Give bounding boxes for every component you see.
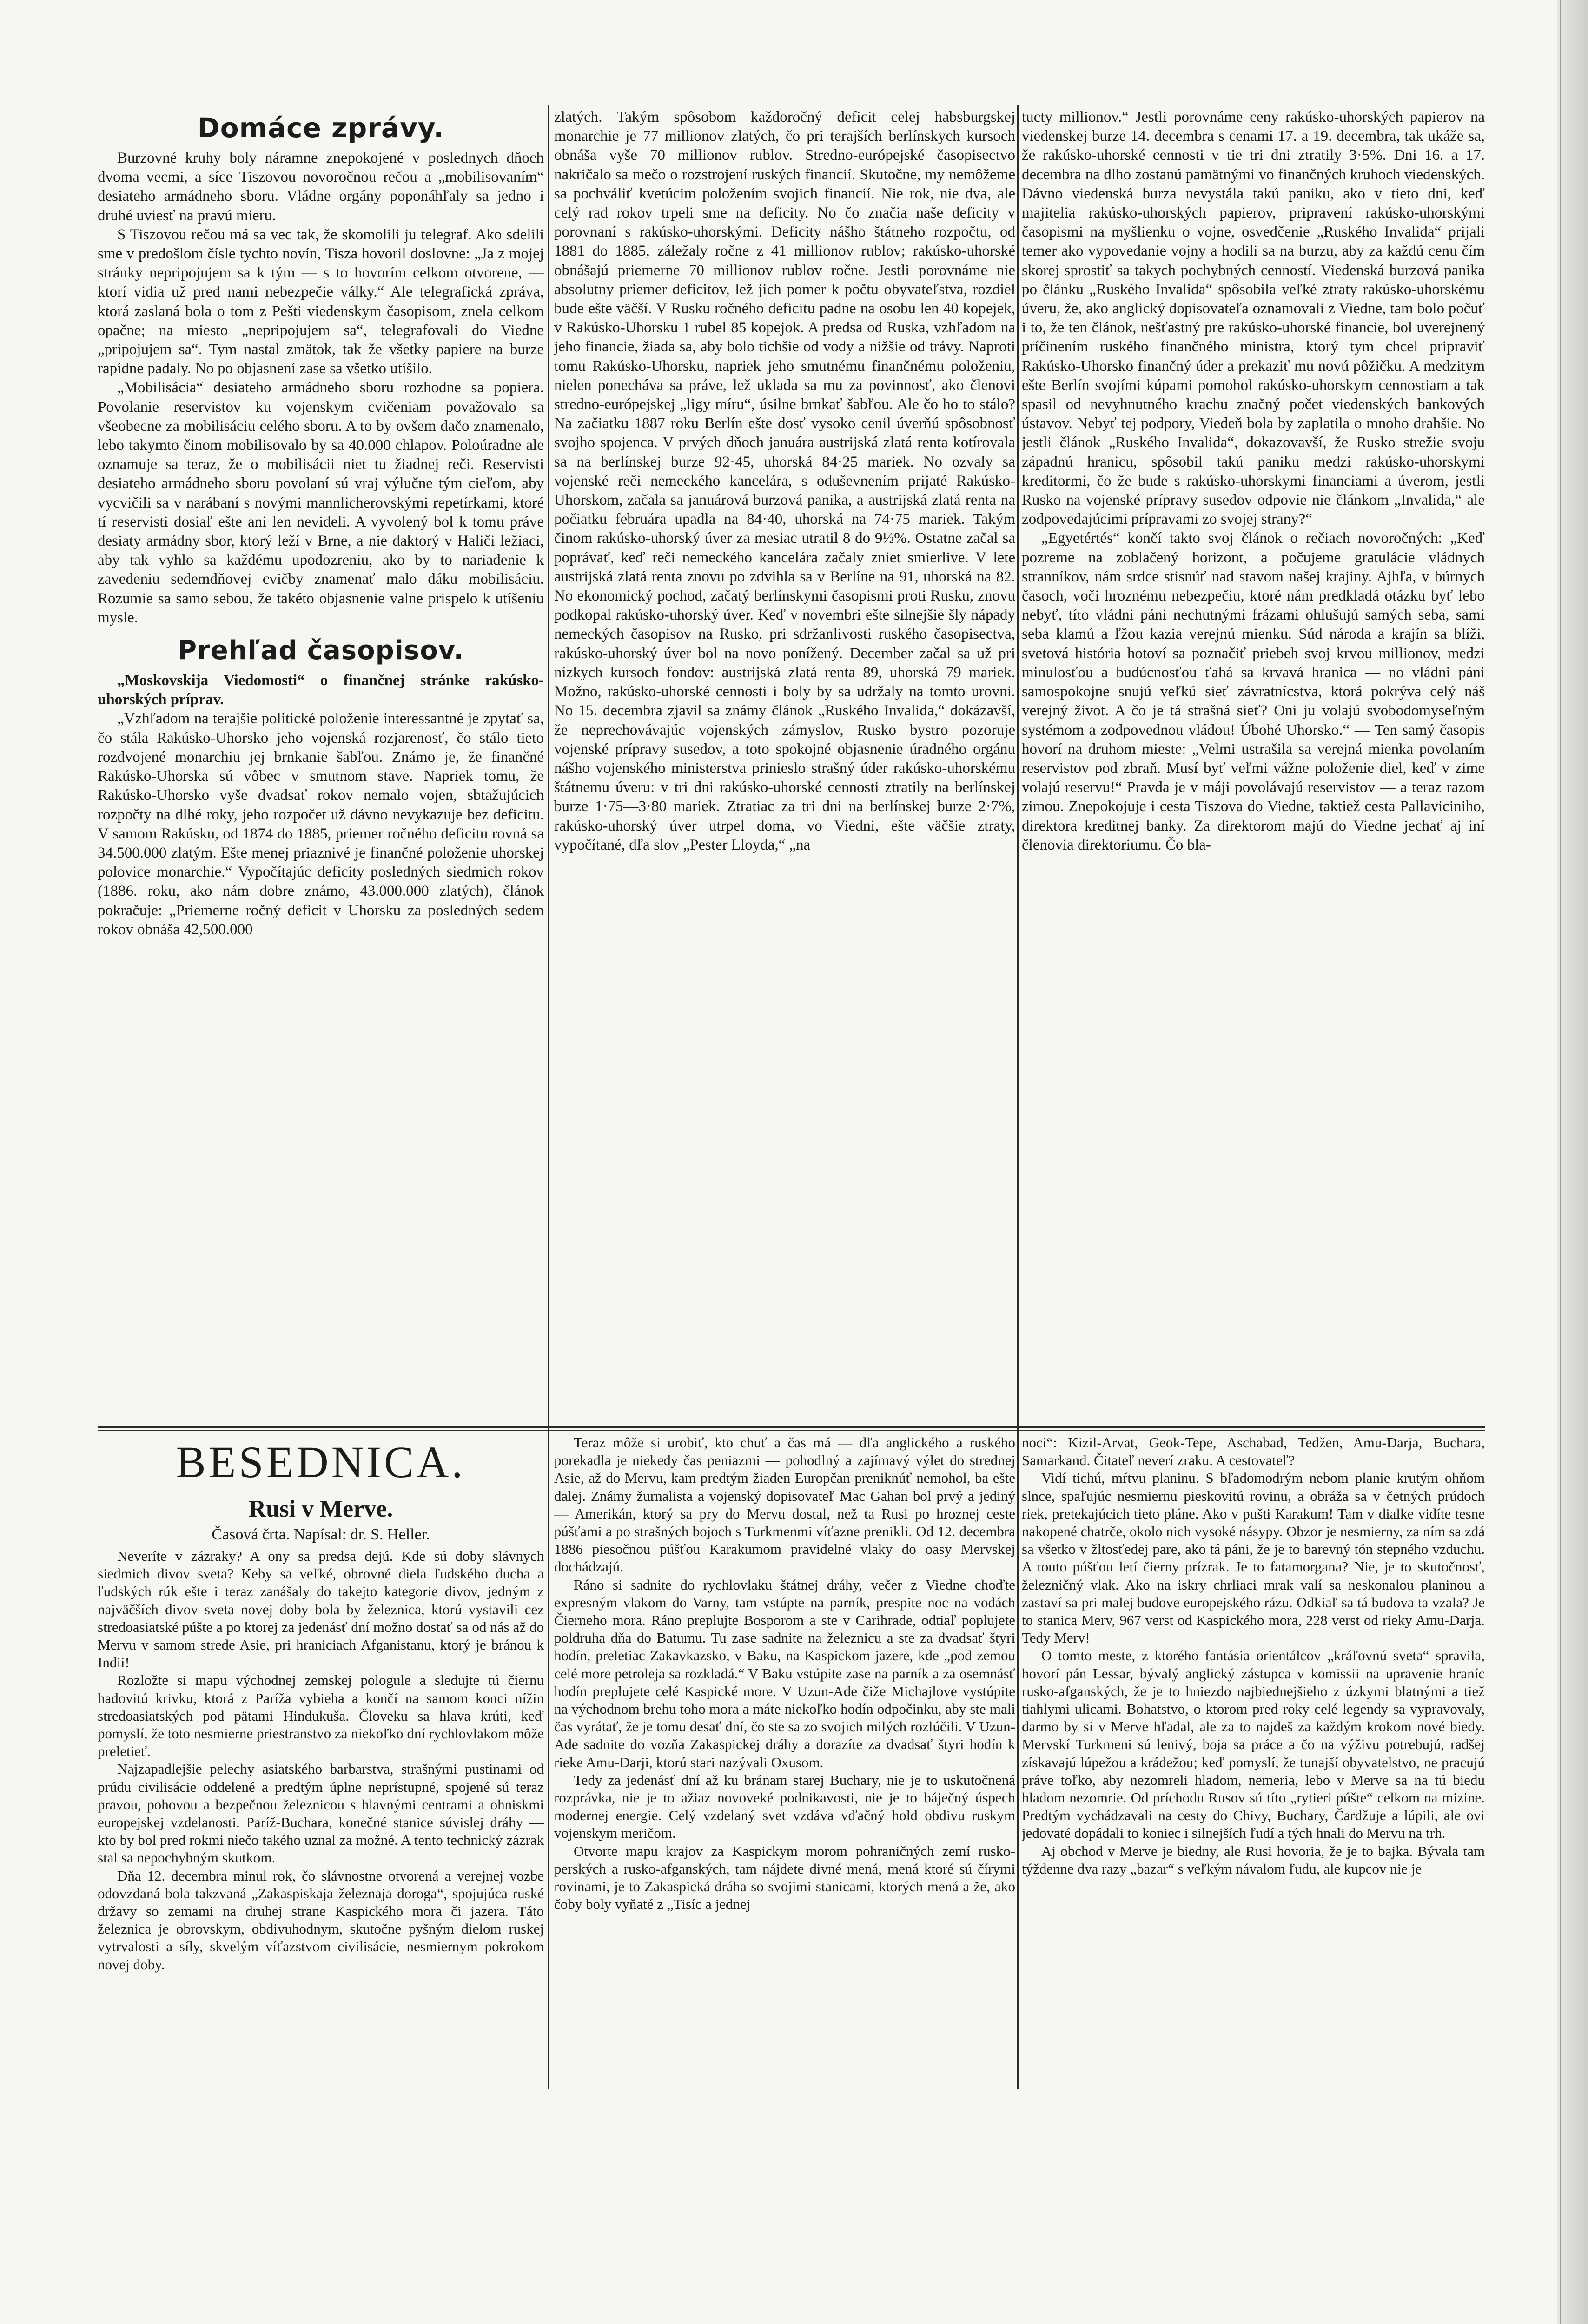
story-paragraph: Teraz môže si urobiť, kto chuť a čas má — dľa anglického a ruského porekadla je niekedy čas peniazmi — pohodlný a zajímavý výlet do strednej Asie, až do Mervu, kam predtým žiaden Europčan preniknúť nemohol, ba ešte dalej. Známy žurnalista a vojenský dopisovateľ Mac Gahan bol prvý a jediný — Amerikán, ktorý sa pry do Mervu dostal, než ta Rusi po hroznej ceste púšťami a po strašných bojoch s Turkmenmi víťazne prenikli. Od 12. decembra 1886 piesočnou púšťou Karakumom pravidelné vlaky do oasy Mervskej dochádzajú. [554,1434,1015,1575]
article-paragraph: Burzovné kruhy boly náramne znepokojené v poslednych dňoch dvoma vecmi, a síce Tiszovou novoročnou rečou a „mobilisovaním“ desiateho armádneho sboru. Vládne orgány poponáhľaly sa jedno i druhé uviesť na pravú mieru. [98,150,544,224]
column-press-review-cont-2 [1022,108,1485,1426]
article-subheading: „Moskovskija Viedomosti“ o finančnej stránke rakúsko-uhorských príprav. [98,672,544,708]
story-paragraph: Vidí tichú, mŕtvu planinu. S bľadomodrým nebom planie krutým ohňom slnce, spaľujúc nesmiernu pieskovitú rovinu, a obráža sa v četných prúdoch riek, pretekajúcich tieto pláne. Ako v pušti Karakum! Tam v dialke vidíte tesne nakopené chatrče, okolo nich vysoké násypy. Obzor je nesmierny, za ním sa zdá sa všetko v žltosťedej pare, ako tá páni, že je to barevný tón stepného vzduchu. A touto púšťou letí čierny prízrak. Je to fatamorgana? Nie, je to skutočnosť, železničný vlak. Ako na iskry chrliaci mrak valí sa neskonalou planinou a zastaví sa pri malej budove europejského rázu. Odkiaľ sa tá budova ta vzala? Je to stanica Merv, 967 verst od Kaspického mora, 228 verst od rieky Amu-Darja. Tedy Merv! [1022,1470,1485,1646]
feuilleton-right [1022,1434,1485,2094]
column-domestic-news [98,108,544,1426]
story-paragraph: O tomto meste, z ktorého fantásia orientálcov „kráľovnú sveta“ spravila, hovorí pán Lessar, bývalý anglický zástupca v komissii na upravenie hraníc rusko-afganských, že je to hniezdo najbiednejšieho z úzkymi blatnými a tiež tiahlymi ulicami. Bohatstvo, o ktorom pred roky celé legendy sa vypravovaly, darmo by si v Merve hľadal, ale za to najdeš za každým krokom nové biedy. Mervskí Turkmeni sú lenivý, boja sa práce a čo na výživu potrebujú, radšej získavajú lúpežou a krádežou; keď pomyslí, že tunajší obyvatelstvo, ne pracujú práve toľko, aby nezomreli hladom, nemeria, lebo v Merve sa na tú biedu hladom nezomrie. Od príchodu Rusov sú títo „rytieri púšte“ celkom na mizine. Predtým vychádzavali na cesty do Chivy, Buchary, Čardžuje a lúpili, ale ovi jedovaté dopádali to koniec i silnejších ľudí a tých hnali do Mervu na trh. [1022,1647,1485,1842]
story-byline: Časová črta. Napísal: dr. S. Heller. [212,1526,430,1543]
story-paragraph: Aj obchod v Merve je biedny, ale Rusi hovoria, že je to bajka. Bývala tam týždenne dva razy „bazar“ s veľkým návalom ľudu, ale kupcov nie je [1022,1842,1485,1877]
section-heading-press-review: Prehľad časopisov. [178,635,464,666]
story-paragraph: noci“: Kizil-Arvat, Geok-Tepe, Aschabad, Tedžen, Amu-Darja, Buchara, Samarkand. Čitateľ neverí zraku. A cestovateľ? [1022,1434,1485,1469]
page-edge [1557,0,1588,2324]
article-paragraph: S Tiszovou rečou má sa vec tak, že skomolili ju telegraf. Ako sdelili sme v predošlom čísle tychto novín, Tisza hovoril doslovne: „Ja z mojej stránky nepripojujem sa k tým — s to hovorím celkom otvorene, — ktorí vidia už pred nami nebezpečie války.“ Ale telegrafická zpráva, ktorá zaslaná bola o tom z Pešti viedenskym časopisom, znela celkom opačne; na miesto „nepripojujem sa“, telegrafovali do Viedne „pripojujem sa“. Tym nastal zmätok, tak že všetky papiere na burze rapídne padaly. No po objasnení zase sa všetko utíšilo. [98,226,544,377]
article-paragraph: „Vzhľadom na terajšie politické položenie interessantné je zpytať sa, čo stála Rakúsko-Uhorsko jeho vojenská rozjarenosť, čo stálo tieto rozdvojené monarchiu jej brnkanie šabľou. Známo je, že finančné Rakúsko-Uhorska sú vôbec v smutnom stave. Napriek tomu, že Rakúsko-Uhorsko vyše dvadsať rokov nemalo vojen, sbtažujúcich rozpočty na dlhé roky, jeho rozpočet už dávno nevykazuje bez deficitu. V samom Rakúsku, od 1874 do 1885, priemer ročného deficitu rovná sa 34.500.000 zlatým. Ešte menej priaznivé je finančné položenie uhorskej polovice monarchie.“ Vypočítajúc deficity posledných siedmich rokov (1886. roku, ako nám dobre známo, 43.000.000 zlatých), článok pokračuje: „Priemerne ročný deficit v Uhorsku za posledných sedem rokov obnáša 42,500.000 [98,710,544,938]
feuilleton-rule [98,1426,1485,1428]
story-paragraph: Neveríte v zázraky? A ony sa predsa dejú. Kde sú doby slávnych siedmich divov sveta? Keby sa veľké, obrovné diela ľudského ducha a ľudských rúk ešte i teraz zanášaly do takejto kategorie divov, jedným z najväčších divov sveta novej doby bola by železnica, ktorú vystavili cez stredoasiatské púšte a po ktorej za jedenásť dní možno dostať sa od nás až do Mervu v samom strede Asie, pri hraniciach Afganistanu, ktorý je bránou k Indii! [98,1548,544,1671]
article-paragraph: „Egyetértés“ končí takto svoj článok o rečiach novoročných: „Keď pozreme na zoblačený horizont, a počujeme gratulácie vládnych stranníkov, nám srdce stisnúť nad stavom našej krajiny. Ajhľa, v búrnych časoch, voči hroznému nebezpečiu, ktoré nám predkladá otázku byť lebo nebyť, títo vládni páni nechutnými frázami ohlušujú samých seba, sami seba klamú a ľžou kazia verejnú mienku. Súd národa a krajín sa blíži, svetová história hotoví sa poznačiť priebeh svoj krvou millionov, medzi minulosťou a budúcnosťou ťahá sa krvavá hranica — no vládni páni samospokojne snujú veľkú sieť závratnícstva, ktorá pokrýva celý náš verejný život. A čo je tá strašná sieť? Oni ju volajú svobodomyseľným systémom a zodpovednou vládou! Úbohé Uhorsko.“ — Ten samý časopis hovorí na druhom mieste: „Velmi ustrašila sa verejná mienka povolaním reservistov pod zbraň. Musí byť veľmi vážne položenie diel, keď v zime volajú reservu!“ Pravda je v máji povolávajú reservistov — a teraz razom zimou. Znepokojuje i cesta Tiszova do Viedne, taktiež cesta Pallaviciniho, direktora kreditnej banky. Za direktorom majú do Viedne jechať aj iní členovia direktoriumu. Čo bla- [1022,530,1485,853]
article-paragraph: tucty millionov.“ Jestli porovnáme ceny rakúsko-uhorských papierov na viedenskej burze 14. decembra s cenami 17. a 19. decembra, tak ukáže sa, že rakúsko-uhorské cennosti v tie tri dni ztratily 3·5%. Dni 16. a 17. decembra na dlho zostanú pamätnými vo finančných kruhoch viedenských. Dávno viedenská burza nevystála takú paniku, ako v tieto dni, keď majitelia rakúsko-uhorských papierov, pripravení rakúsko-uhorskými časopismi na myšlienku o vojne, osvedčenie „Ruského Invalida“ prijali temer ako vypovedanie vojny a hodili sa na burzu, aby za každú cenu čím skorej sprostiť sa takych pochybných cenností. Viedenská burzová panika po článku „Ruského Invalida“ spôsobila veľké ztraty rakúsko-uhorskému úveru, že, ako anglický dopisovateľa oznamovali z Viedne, tam bolo počuť i to, že ten článok, nešťastný pre rakúsko-uhorské financie, bol uverejnený príčinením ruského finančného ministra, ktorý tym chcel pripraviť Rakúsko-Uhorsko finančný úder a prekaziť mu novú pôžičku. A medzitym ešte Berlín svojími kúpami pomohol rakúsko-uhorskym cennostiam a tak spasil od nevyhnutného krachu značný počet viedenských bankových ústavov. Nebyť tej podpory, Viedeň bola by zaplatila o mnoho drahšie. No jestli článok „Ruského Invalida“, dokazovavší, že Rusko strežie svoju západnú hranicu, spôsobil takú paniku medzi rakúsko-uhorskymi kreditormi, čo že bude s rakúsko-uhorskymi financiami a úverom, jestli Rusko na vojenské prípravy susedov odpovie nie článkom „Invalida,“ ale zodpovedajúcimi prípravami zo svojej strany?“ [1022,109,1485,528]
feuilleton-rule-thin [98,1430,1485,1431]
article-paragraph: „Mobilisácia“ desiateho armádneho sboru rozhodne sa popiera. Povolanie reservistov ku vojenskym cvičeniam považovalo sa všeobecne za mobilisáciu celého sboru. A to by ovšem dačo znamenalo, lebo takymto činom mobilisovalo by sa 40.000 chlapov. Poloúradne ale oznamuje sa teraz, že o mobilisácii niet tu žiadnej reči. Reservisti desiateho armádneho sboru povolaní sú vraj výlučne tým cieľom, aby vycvičili sa v narábaní s novými mannlicherovskými repetírkami, ktoré tí reservisti dosiaľ ešte ani len nevideli. A vyvolený bol k tomu práve desiaty armádny sbor, ktorý leží v Brne, a nie daktorý v Haliči ležiaci, aby tak vyhlo sa každému upodozreniu, ako by to nariadenie k zavedeniu sedemdňovej cvičby znamenať malo dáku mobilisáciu. Rozumie sa samo sebou, že takéto objasnenie valne prispelo k utíšeniu mysle. [98,379,544,626]
story-paragraph: Dňa 12. decembra minul rok, čo slávnostne otvorená a verejnej vozbe odovzdaná bola takzvaná „Zakaspiskaja železnaja doroga“, spojujúca ruské državy so zemami na druhej strane Kaspického mora či jazera. Táto železnica je obrovskym, obdivuhodnym, skutočne pyšným dielom ruskej vytrvalosti a síly, skvelým víťazstvom civilisácie, nesmiernym pokrokom novej doby. [98,1867,544,1973]
column-rule-1 [548,105,549,2089]
feuilleton-left [98,1434,544,2094]
column-rule-2 [1017,105,1019,2089]
story-paragraph: Otvorte mapu krajov za Kaspickym morom pohraničných zemí rusko-perských a rusko-afganských, tam nájdete divné mená, mená ktoré sú čírymi rovinami, je to Zakaspická dráha so svojimi stanicami, ktorých mená a že, ako čoby boly vyňaté z „Tisíc a jednej [554,1842,1015,1913]
feuilleton-middle [554,1434,1015,2094]
story-paragraph: Najzapadlejšie pelechy asiatského barbarstva, strašnými pustinami od prúdu civilisácie oddelené a predtým úplne neprístupné, spojené sú teraz pravou, pohovou a bezpečnou železnicou s hlavnými centrami a ohniskmi europejskej vzdelanosti. Paríž-Buchara, konečné stanice súvislej dráhy — kto by bol pred rokmi niečo takého uznal za možné. A tento technický zázrak stal sa nepochybným skutkom. [98,1761,544,1866]
page-edge-line [1560,0,1561,2324]
story-paragraph: Tedy za jedenásť dní až ku bránam starej Buchary, nie je to uskutočnená rozprávka, nie je to ažiaz novoveké podnikavosti, nie je to báječný úspech modernej energie. Celý vzdelaný svet vzdáva vďačný hold obdivu ruskym vojenskym meričom. [554,1771,1015,1842]
column-press-review-cont [554,108,1015,1426]
story-paragraph: Ráno si sadnite do rychlovlaku štátnej dráhy, večer z Viedne choďte expresným vlakom do Varny, tam vstúpte na parník, prespite noc na vodách Čierneho mora. Ráno preplujte Bosporom a ste v Carihrade, odtiaľ poplujete poldruha dňa do Batumu. Tu zase sadnite na železnicu a ste za dvadsať štyri hodín, preletiac Zakavkazsko, v Baku, na Kaspickom jazere, kde „pod zemou celé more petroleja sa rozkladá.“ V Baku vstúpite zase na parník a za osemnásť hodín preplujete celé Kaspické more. V Uzun-Ade čiže Michajlove vystúpite na východnom brehu toho mora a máte niekoľko hodín odpočinku, aby ste mali čas vyrátať, že je tomu desať dní, čo ste sa zo svojich milých rozlúčili. V Uzun-Ade sadnite do vozňa Zakaspickej dráhy a dorazíte za dvadsať štyri hodín k rieke Amu-Darji, ktorú stari nazývali Oxusom. [554,1576,1015,1770]
feuilleton-title: BESEDNICA. [176,1437,466,1487]
article-paragraph: zlatých. Takým spôsobom každoročný deficit celej habsburgskej monarchie je 77 millionov zlatých, čo pri terajších berlínskych kursoch obnáša vyše 70 millionov rublov. Stredno-európejské časopisectvo nakričalo sa mečo o rozstrojení ruských financií. Skutočne, my nemôžeme sa pochváliť kvetúcim položením svojich financií. Nie rok, nie dva, ale celý rad rokov trpeli sme na deficity. No čo značia naše deficity v porovnaní s rakúsko-uhorskými. Deficity nášho štátneho rozpočtu, od 1881 do 1885, záležaly ročne z 41 millionov rublov; rakúsko-uhorské obnášajú priemerne 70 millionov rublov ročne. Jestli porovnáme nie absolutny priemer deficitov, lež jich pomer k počtu obyvateľstva, rozdiel bude ešte väčší. V Rusku ročného deficitu padne na osobu len 40 kopejek, v Rakúsko-Uhorsku 1 rubel 85 kopejok. A predsa od Ruska, vzhľadom na jeho financie, žiada sa, aby bolo tichšie od vody a nižšie od trávy. Naproti tomu Rakúsko-Uhorsku, napriek jeho smutnému finančnému položeniu, nielen ponecháva sa práve, lež uklada sa mu za povinnosť, ako členovi stredno-európejskej „ligy míru“, úsilne brnkať šabľou. Ale čo ho to stálo? Na začiatku 1887 roku Berlín ešte dosť vysoko cenil úverňú spôsobnosť svojho spojenca. V prvých dňoch januára austrijská zlatá renta kotírovala sa na berlínskej burze 92·45, uhorská 84·25 mariek. No ozvaly sa vojenské reči nemeckého kancelára, s oduševnením prijaté Rakúsko-Uhorskom, začala sa januárová burzová panika, a austrijská zlatá renta na počiatku februára upadla na 84·40, uhorská na 74·75 mariek. Takým činom rakúsko-uhorský úver za mesiac utratil 8 do 9½%. Ostatne začal sa poprávať, keď reči nemeckého kancelára začaly zniet smierlive. V lete austrijská zlatá renta znovu po zdvihla sa v Berlíne na 91, uhorská na 82. No ekonomický pochod, začatý berlínskymi časopismi proti Rusku, znovu podkopal rakúsko-uhorský úver. Keď v novembri ešte silnejšie šly nápady nemeckých časopisov na Rusko, pri sdržanlivosti ruského časopisectva, rakúsko-uhorský úver bol na novo ponížený. December začal sa už pri nízkych kursoch fondov: austrijská zlatá renta 89, uhorská 79 mariek. Možno, rakúsko-uhorské cennosti i boly by sa udržaly na tomto urovni. No 15. decembra zjavil sa známy článok „Ruského Invalida,“ dokázavší, že neprechovávajúc vojenských zámyslov, Rusko bystro pozoruje vojenské prípravy susedov, a toto spokojné objasnenie úradného orgánu nášho vojenského ministerstva prinieslo strašný úder rakúsko-uhorskému štátnemu úveru: v tri dni rakúsko-uhorské cennosti ztratily na berlínskej burze 1·75—3·80 mariek. Ztratiac za tri dni na berlínskej burze 2·7%, rakúsko-uhorský úver utrpel doma, vo Viedni, ešte väčšie ztraty, vypočítané, dľa slov „Pester Lloyda,“ „na [554,109,1015,853]
story-title: Rusi v Merve. [248,1496,393,1522]
section-heading-domestic: Domáce zprávy. [197,112,444,144]
story-paragraph: Rozložte si mapu východnej zemskej pologule a sledujte tú čiernu hadovitú krivku, ktorá z Paríža vybieha a končí na samom konci nížin stredoasiatských pod pätami Hindukuša. Človeku sa hlava krúti, keď pomyslí, že toto nesmierne priestranstvo za niekoľko dní rychlovlakom môže preletieť. [98,1672,544,1760]
